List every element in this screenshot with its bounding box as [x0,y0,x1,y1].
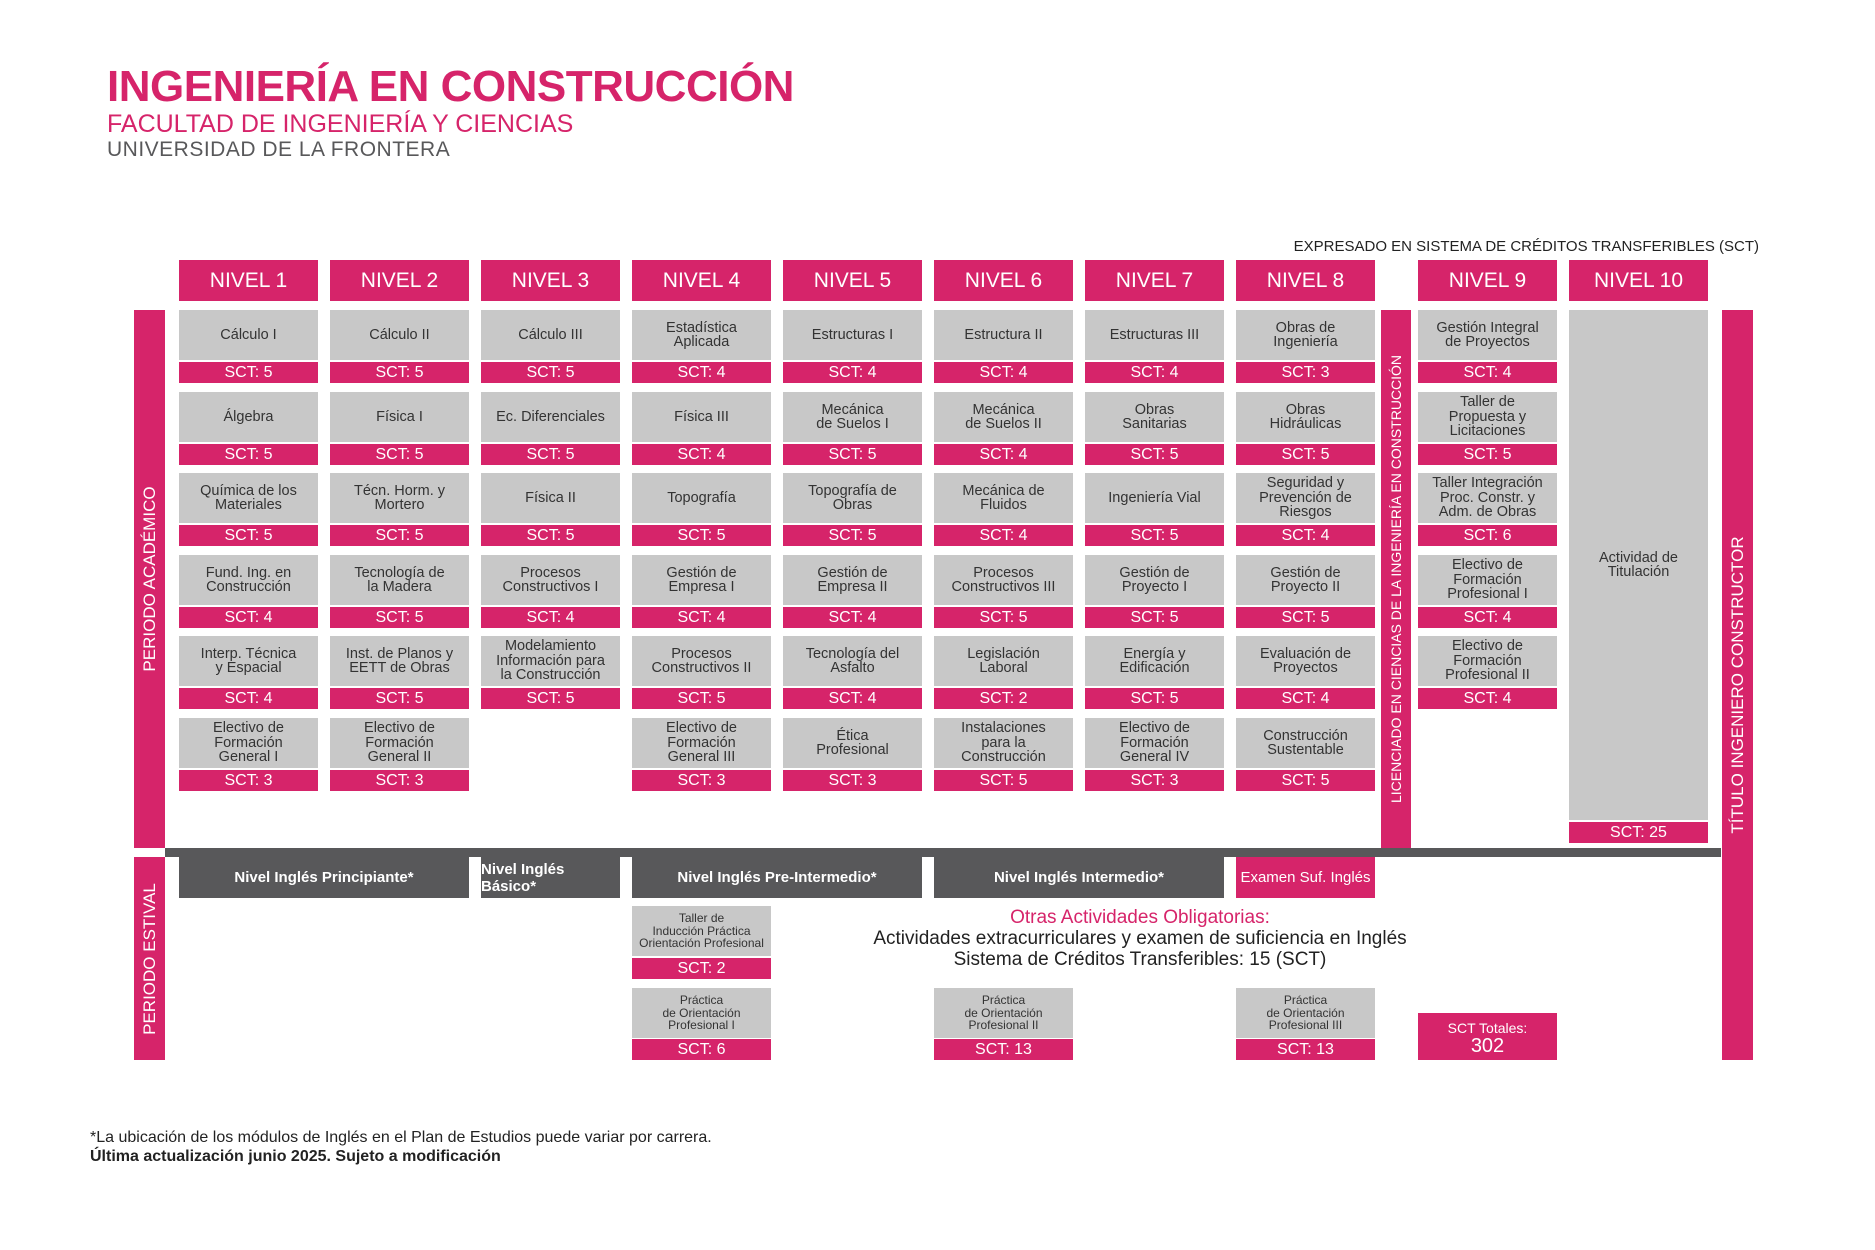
licenciado-bar [1381,310,1411,848]
summer-course: Práctica de Orientación Profesional I [632,988,771,1038]
course-sct: SCT: 5 [330,688,469,709]
course-sct: SCT: 5 [330,525,469,546]
summer-course-sct: SCT: 2 [632,958,771,979]
level-header: NIVEL 8 [1236,260,1375,301]
english-level-pre-intermediate: Nivel Inglés Pre-Intermedio* [632,857,922,898]
academic-period-bar [134,310,165,848]
course-name: Electivo de Formación General I [213,720,284,766]
course-box [330,555,469,605]
course-name: Mecánica de Suelos II [965,401,1042,432]
footnote-line: *La ubicación de los módulos de Inglés en el Plan de Estudios puede variar por carrera. [90,1129,712,1146]
course-box [1418,310,1557,360]
level-header: NIVEL 4 [632,260,771,301]
course-sct: SCT: 5 [934,770,1073,791]
course-sct: SCT: 4 [1418,362,1557,383]
course-box [1236,718,1375,768]
course-name: Química de los Materiales [200,482,297,513]
course-box [1236,555,1375,605]
course-sct: SCT: 5 [481,362,620,383]
course-box [1418,392,1557,442]
period-divider [165,848,1721,857]
course-name: Ingeniería Vial [1108,489,1201,506]
course-name: Gestión de Empresa I [666,564,737,595]
course-box [481,473,620,523]
course-name: Mecánica de Fluidos [962,482,1045,513]
course-name: Construcción Sustentable [1263,727,1348,758]
summer-course: Práctica de Orientación Profesional II [934,988,1073,1038]
course-sct: SCT: 5 [330,607,469,628]
course-name: Legislación Laboral [967,645,1040,676]
course-box [783,718,922,768]
course-sct: SCT: 3 [632,770,771,791]
level-header: NIVEL 6 [934,260,1073,301]
course-name: Cálculo III [518,326,583,343]
course-box [179,310,318,360]
course-box [330,392,469,442]
course-name: Física I [376,408,423,425]
course-sct: SCT: 4 [1236,525,1375,546]
course-sct: SCT: 5 [179,362,318,383]
footnote-update: Última actualización junio 2025. Sujeto a modificación [90,1148,501,1165]
course-sct: SCT: 5 [632,525,771,546]
footnote [90,1128,712,1166]
faculty-name: FACULTAD DE INGENIERÍA Y CIENCIAS [107,110,574,138]
course-box [934,392,1073,442]
course-box [481,555,620,605]
course-name: Electivo de Formación Profesional II [1445,638,1530,684]
course-sct: SCT: 5 [330,362,469,383]
course-name: Estadística Aplicada [666,319,737,350]
course-name: Ética Profesional [816,727,889,758]
summer-course-sct: SCT: 6 [632,1039,771,1060]
other-activities-line: Actividades extracurriculares y examen de suficiencia en Inglés [873,928,1407,949]
course-box [1085,555,1224,605]
course-box [330,636,469,686]
course-box [934,473,1073,523]
course-name: Cálculo I [220,326,277,343]
course-box [1085,310,1224,360]
course-sct: SCT: 4 [1418,688,1557,709]
course-sct: SCT: 5 [1085,607,1224,628]
course-box [1085,473,1224,523]
course-name: Electivo de Formación General II [364,720,435,766]
summer-course: Práctica de Orientación Profesional III [1236,988,1375,1038]
course-sct: SCT: 5 [179,444,318,465]
course-sct: SCT: 4 [481,607,620,628]
course-sct: SCT: 4 [179,688,318,709]
course-name: Energía y Edificación [1119,645,1190,676]
course-sct: SCT: 5 [632,688,771,709]
course-box [179,636,318,686]
course-box [632,636,771,686]
sct-totals-label: SCT Totales: [1447,1020,1528,1036]
course-sct: SCT: 25 [1569,822,1708,843]
licenciado-label: LICENCIADO EN CIENCIAS DE LA INGENIERÍA EN CONSTRUCCIÓN [1388,354,1404,804]
course-box [783,310,922,360]
course-name: Gestión de Empresa II [817,564,888,595]
course-name: Gestión de Proyecto II [1270,564,1341,595]
course-sct: SCT: 2 [934,688,1073,709]
course-name: Modelamiento Información para la Construcción [496,638,605,684]
course-box [481,392,620,442]
course-box [1236,636,1375,686]
summer-course-sct: SCT: 13 [934,1039,1073,1060]
course-name: Estructuras III [1109,326,1200,343]
course-sct: SCT: 5 [1236,444,1375,465]
course-sct: SCT: 4 [1085,362,1224,383]
level-header: NIVEL 3 [481,260,620,301]
course-sct: SCT: 4 [934,444,1073,465]
course-name: Tecnología de la Madera [354,564,445,595]
course-sct: SCT: 4 [632,444,771,465]
course-sct: SCT: 3 [179,770,318,791]
university-name: UNIVERSIDAD DE LA FRONTERA [107,138,451,161]
course-box [179,473,318,523]
level-header: NIVEL 10 [1569,260,1708,301]
english-level-basic: Nivel Inglés Básico* [481,857,620,898]
titulo-bar [1722,310,1753,1060]
course-sct: SCT: 5 [1236,770,1375,791]
course-box [179,718,318,768]
summer-period-bar [134,857,165,1060]
course-sct: SCT: 5 [481,525,620,546]
course-sct: SCT: 6 [1418,525,1557,546]
summer-course: Taller de Inducción Práctica Orientación Profesional [632,906,771,956]
level-header: NIVEL 1 [179,260,318,301]
sct-totals [1418,1013,1557,1060]
course-box [783,392,922,442]
course-name: Obras Sanitarias [1122,401,1187,432]
course-name: Electivo de Formación Profesional I [1447,557,1528,603]
course-name: Tecnología del Asfalto [805,645,900,676]
credits-note: EXPRESADO EN SISTEMA DE CRÉDITOS TRANSFERIBLES (SCT) [1293,238,1759,255]
course-name: Taller de Propuesta y Licitaciones [1448,394,1527,440]
summer-course-sct: SCT: 13 [1236,1039,1375,1060]
program-title: INGENIERÍA EN CONSTRUCCIÓN [107,62,794,111]
course-name: Fund. Ing. en Construcción [205,564,292,595]
level-header: NIVEL 2 [330,260,469,301]
course-box [934,310,1073,360]
course-name: Procesos Constructivos II [651,645,752,676]
course-name: Estructuras I [811,326,894,343]
course-box [1236,473,1375,523]
course-name: Cálculo II [369,326,430,343]
other-activities-heading: Otras Actividades Obligatorias: [1010,907,1270,928]
course-name: Mecánica de Suelos I [816,401,889,432]
course-sct: SCT: 5 [783,525,922,546]
other-activities-line: Sistema de Créditos Transferibles: 15 (SCT) [953,949,1327,970]
course-sct: SCT: 4 [783,362,922,383]
course-sct: SCT: 4 [783,607,922,628]
course-sct: SCT: 5 [1085,444,1224,465]
course-name: Inst. de Planos y EETT de Obras [345,645,454,676]
course-box [481,310,620,360]
course-name: Electivo de Formación General IV [1119,720,1190,766]
course-box [1418,555,1557,605]
course-box [1085,636,1224,686]
course-box [1418,473,1557,523]
level-header: NIVEL 5 [783,260,922,301]
course-sct: SCT: 3 [1236,362,1375,383]
course-box [179,392,318,442]
course-sct: SCT: 4 [1236,688,1375,709]
summer-period-label: PERIODO ESTIVAL [139,882,159,1035]
course-name: Electivo de Formación General III [666,720,737,766]
course-sct: SCT: 5 [481,444,620,465]
course-box [481,636,620,686]
course-box [783,555,922,605]
course-sct: SCT: 4 [783,688,922,709]
course-name: Álgebra [223,408,274,425]
course-sct: SCT: 3 [330,770,469,791]
course-name: Ec. Diferenciales [496,408,605,425]
course-box [179,555,318,605]
course-box [1569,310,1708,820]
sct-totals-value: 302 [1470,1035,1505,1057]
other-activities [870,907,1410,970]
course-box [632,310,771,360]
course-box [632,555,771,605]
course-name: Gestión Integral de Proyectos [1436,319,1539,350]
course-name: Gestión de Proyecto I [1119,564,1190,595]
course-name: Taller Integración Proc. Constr. y Adm. de Obras [1432,475,1543,521]
course-sct: SCT: 5 [934,607,1073,628]
course-sct: SCT: 3 [783,770,922,791]
course-box [934,555,1073,605]
english-exam: Examen Suf. Inglés [1236,857,1375,898]
course-sct: SCT: 5 [1085,688,1224,709]
course-name: Obras Hidráulicas [1269,401,1342,432]
course-box [632,392,771,442]
course-sct: SCT: 3 [1085,770,1224,791]
course-box [330,310,469,360]
level-header: NIVEL 9 [1418,260,1557,301]
course-box [1085,718,1224,768]
academic-period-label: PERIODO ACADÉMICO [139,486,159,672]
course-sct: SCT: 5 [1236,607,1375,628]
course-box [1085,392,1224,442]
course-sct: SCT: 5 [330,444,469,465]
course-box [783,636,922,686]
course-sct: SCT: 5 [783,444,922,465]
course-name: Seguridad y Prevención de Riesgos [1259,475,1352,521]
course-sct: SCT: 5 [179,525,318,546]
course-sct: SCT: 4 [179,607,318,628]
course-name: Instalaciones para la Construcción [961,720,1046,766]
course-sct: SCT: 5 [1418,444,1557,465]
course-sct: SCT: 4 [934,362,1073,383]
course-name: Interp. Técnica y Espacial [200,645,297,676]
level-header: NIVEL 7 [1085,260,1224,301]
course-box [632,718,771,768]
course-sct: SCT: 5 [481,688,620,709]
course-box [632,473,771,523]
course-name: Obras de Ingeniería [1273,319,1338,350]
course-box [1236,310,1375,360]
course-name: Física II [525,489,576,506]
course-box [934,718,1073,768]
course-box [934,636,1073,686]
course-sct: SCT: 4 [934,525,1073,546]
course-name: Física III [674,408,729,425]
course-box [1236,392,1375,442]
course-name: Estructura II [964,326,1043,343]
course-sct: SCT: 4 [632,607,771,628]
english-level-intermediate: Nivel Inglés Intermedio* [934,857,1224,898]
course-sct: SCT: 5 [1085,525,1224,546]
course-name: Técn. Horm. y Mortero [353,482,446,513]
course-box [330,473,469,523]
course-name: Topografía [667,489,736,506]
english-level-beginner: Nivel Inglés Principiante* [179,857,469,898]
course-sct: SCT: 4 [632,362,771,383]
course-box [1418,636,1557,686]
course-name: Evaluación de Proyectos [1259,645,1352,676]
course-box [783,473,922,523]
course-name: Actividad de Titulación [1599,549,1678,580]
titulo-label: TÍTULO INGENIERO CONSTRUCTOR [1727,536,1747,834]
course-name: Procesos Constructivos I [502,564,599,595]
course-sct: SCT: 4 [1418,607,1557,628]
course-name: Topografía de Obras [808,482,897,513]
course-name: Procesos Constructivos III [951,564,1056,595]
course-box [330,718,469,768]
